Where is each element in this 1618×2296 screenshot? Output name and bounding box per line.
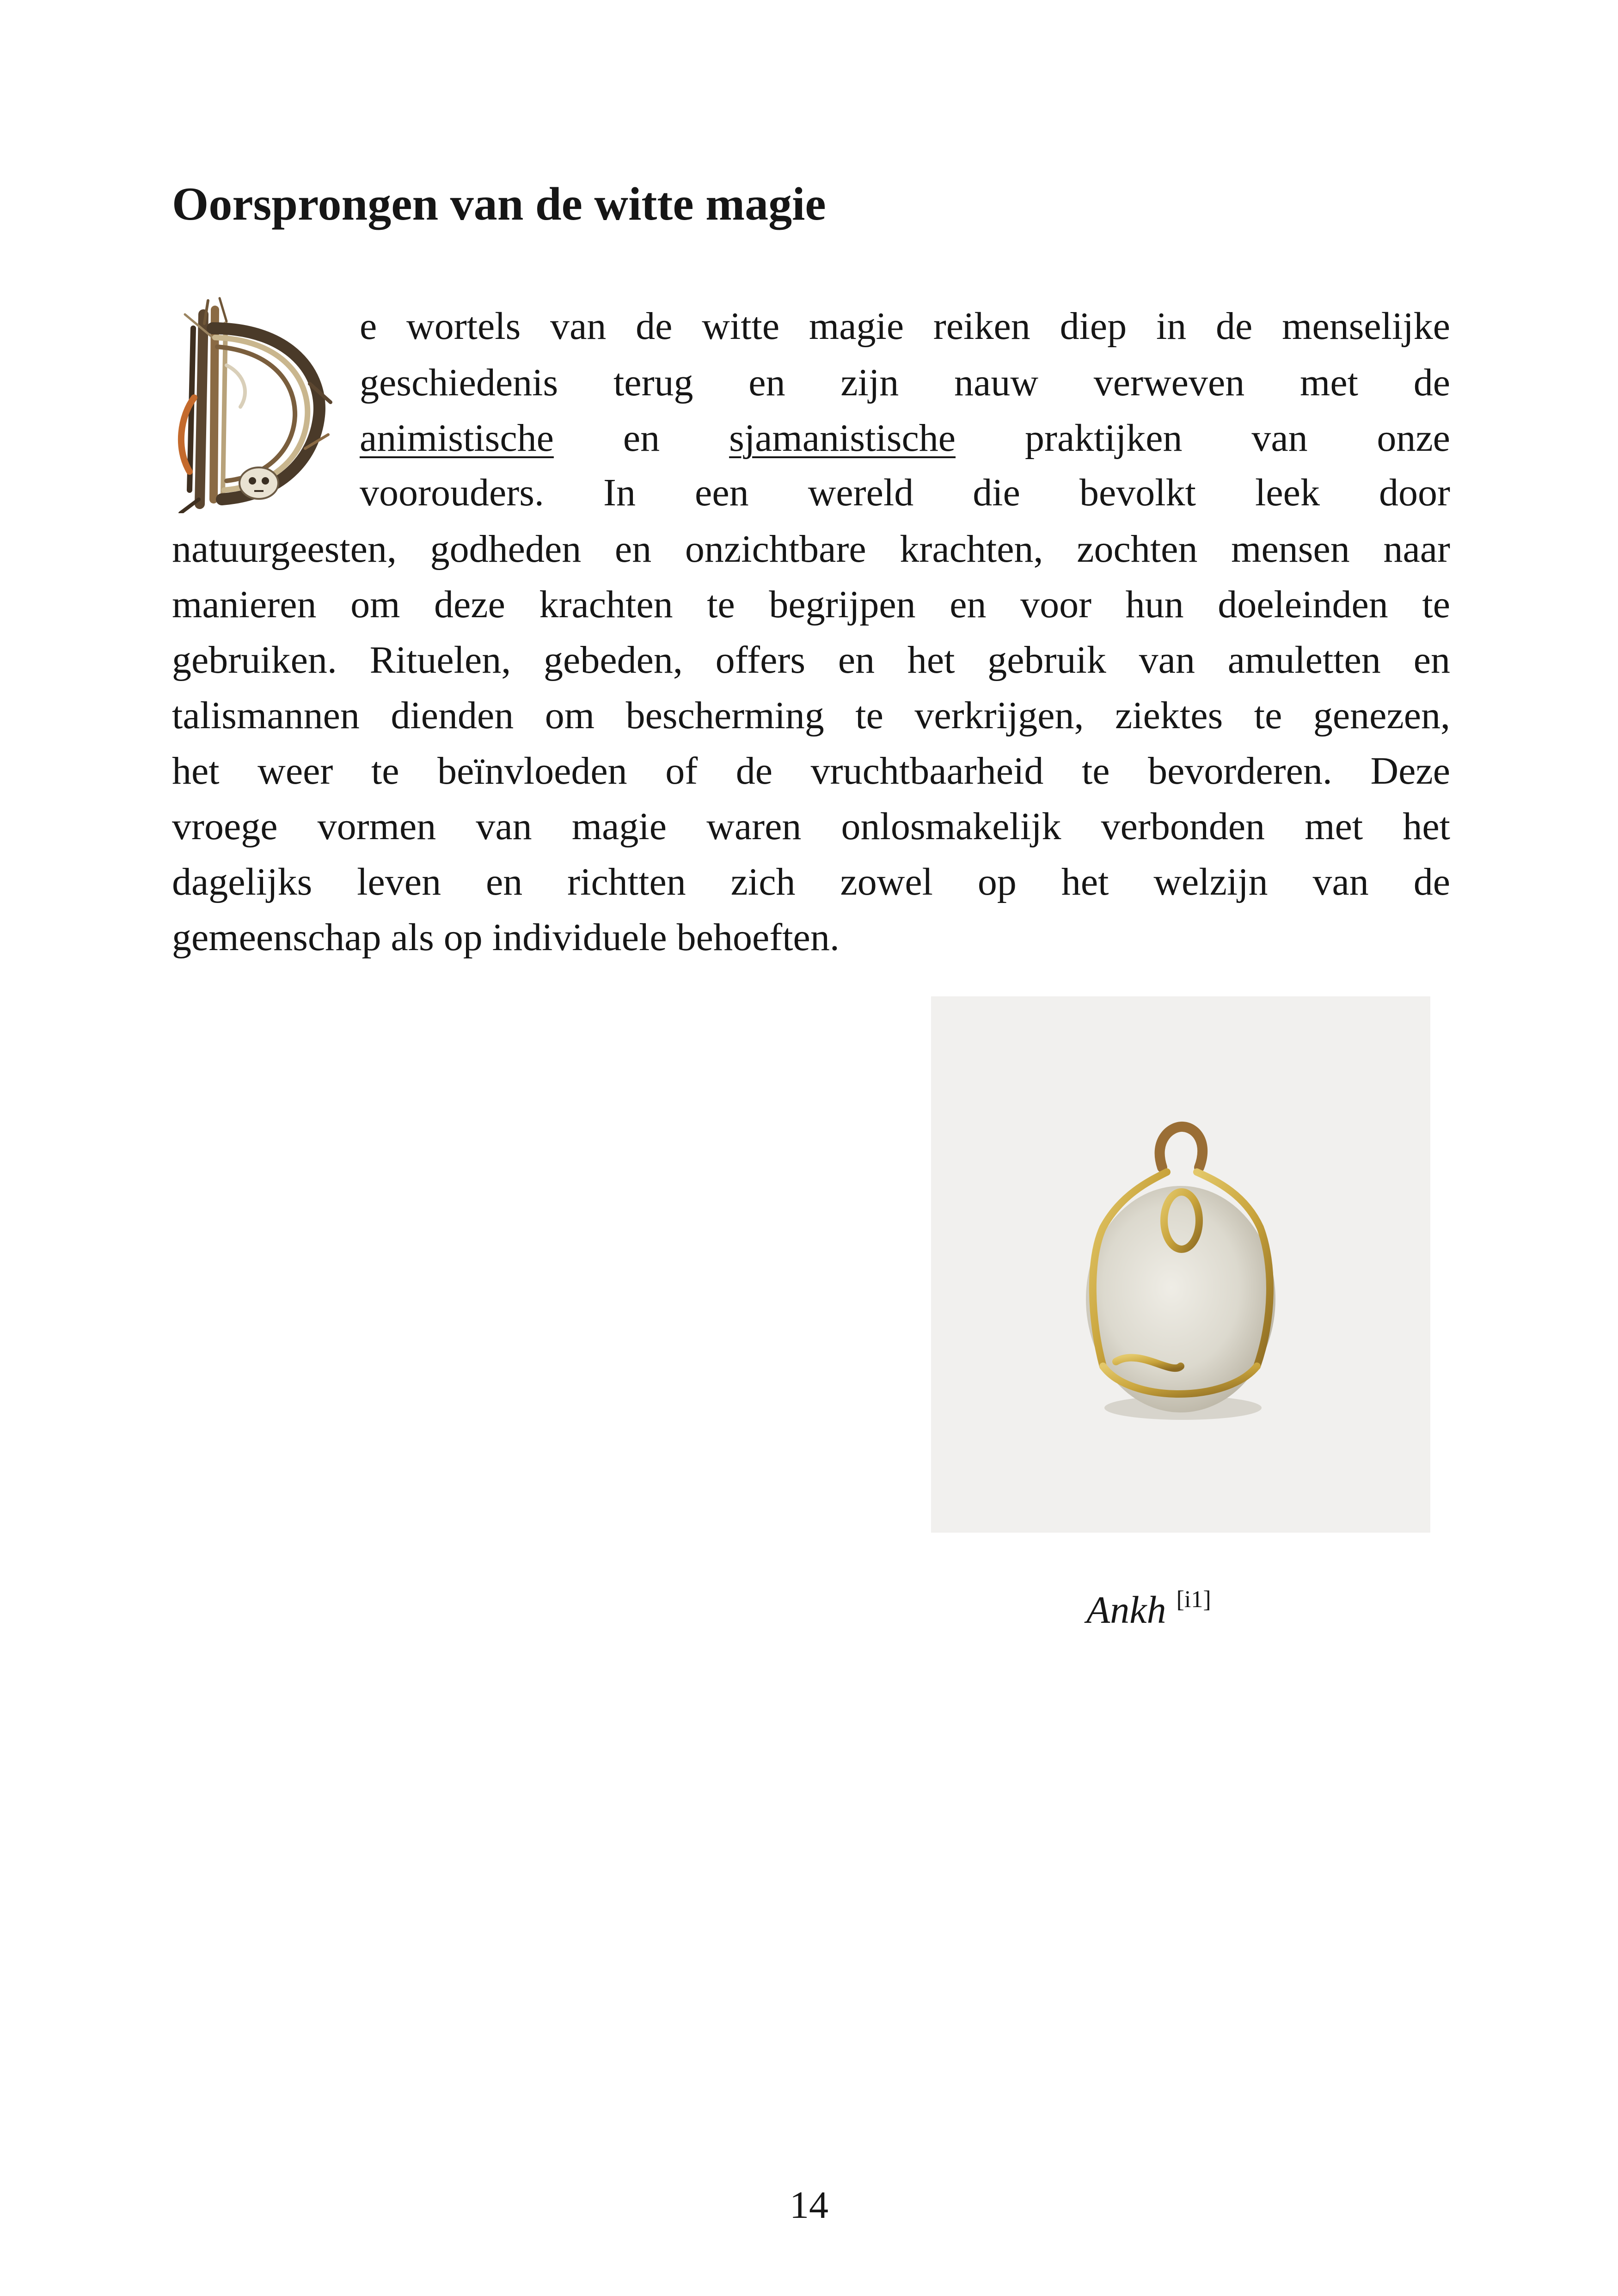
twig-bone-letter-d-icon [171, 296, 342, 513]
figure-caption [1086, 1572, 1211, 1638]
paragraph-word-van: van [1251, 417, 1308, 460]
paragraph-line-12: gemeenschap als op individuele behoeften. [172, 916, 840, 959]
paragraph-line-3 [360, 411, 1450, 466]
figure-reference[interactable]: [i1] [1176, 1586, 1211, 1613]
paragraph-line-11: dagelijks leven en richtten zich zowel op het welzijn van de [172, 860, 1450, 903]
figure-caption-text: Ankh [1086, 1589, 1166, 1632]
animistische-link[interactable]: animistische [360, 417, 554, 460]
paragraph-word-praktijken: praktijken [1024, 417, 1183, 460]
ankh-amulet-photo [931, 996, 1430, 1533]
page-number: 14 [790, 2184, 828, 2227]
paragraph-line-1: e wortels van de witte magie reiken diep in de menselijke [360, 305, 1450, 348]
paragraph-line-7: gebruiken. Rituelen, gebeden, offers en het gebruik van amuletten en [172, 638, 1450, 681]
sjamanistische-link[interactable]: sjamanistische [729, 417, 956, 460]
page-title: Oorsprongen van de witte magie [172, 178, 826, 230]
paragraph-line-5: natuurgeesten, godheden en onzichtbare krachten, zochten mensen naar [172, 528, 1450, 571]
paragraph-line-9: het weer te beïnvloeden of de vruchtbaarheid te bevorderen. Deze [172, 749, 1450, 792]
paragraph-word-onze: onze [1377, 417, 1450, 460]
paragraph-line-6: manieren om deze krachten te begrijpen en voor hun doeleinden te [172, 583, 1450, 626]
paragraph-word-en: en [623, 417, 660, 460]
paragraph-line-4: voorouders. In een wereld die bevolkt leek door [360, 471, 1450, 514]
dropcap-letter-d [171, 296, 342, 513]
paragraph-line-10: vroege vormen van magie waren onlosmakelijk verbonden met het [172, 805, 1450, 848]
paragraph-line-8: talismannen dienden om bescherming te verkrijgen, ziektes te genezen, [172, 694, 1450, 737]
ankh-amulet-pendant-icon [931, 996, 1430, 1533]
paragraph-line-2: geschiedenis terug en zijn nauw verweven met de [360, 361, 1450, 404]
